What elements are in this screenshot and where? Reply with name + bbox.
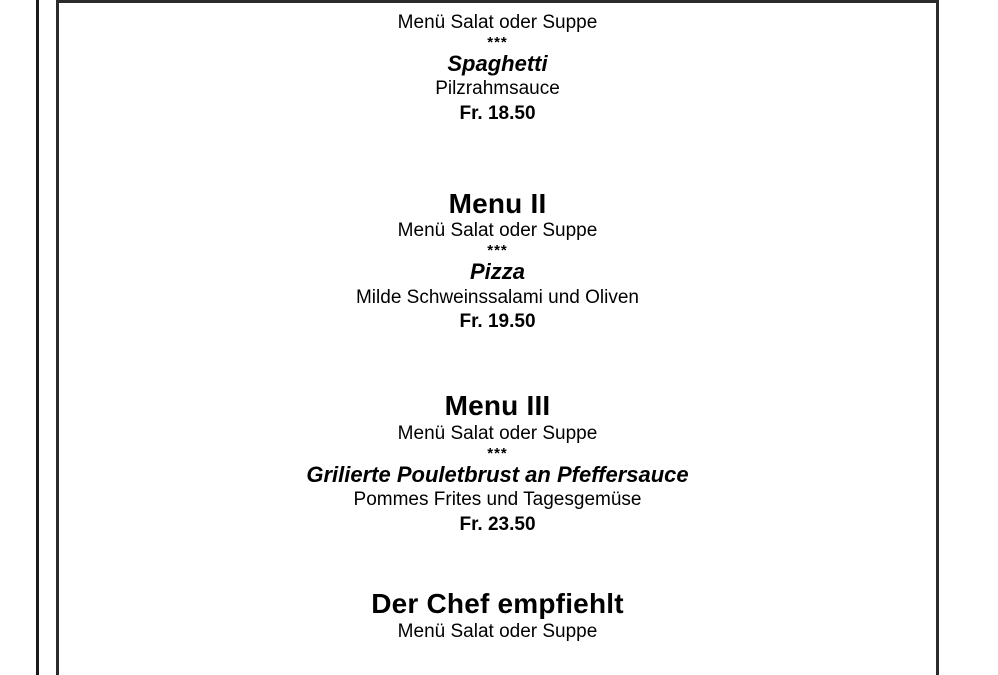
menu-sheet — [59, 3, 936, 675]
menu-block-menu-ii — [59, 189, 936, 335]
menu-price: Fr. 23.50 — [459, 513, 536, 535]
top-spacer — [59, 3, 936, 11]
left-gutter — [0, 0, 36, 675]
block-spacer-2 — [59, 335, 936, 391]
menu-title: Menu III — [444, 390, 551, 422]
menu-dish-name: Pizza — [469, 259, 526, 285]
menu-dish-description: Milde Schweinssalami und Oliven — [355, 286, 639, 308]
block-spacer-1 — [59, 127, 936, 189]
menu-title: Menu II — [448, 187, 547, 219]
menu-subtitle: Menü Salat oder Suppe — [397, 621, 598, 643]
menu-dish-name: Grilierte Pouletbrust an Pfeffersauce — [306, 461, 689, 487]
menu-separator: *** — [487, 444, 508, 462]
menu-subtitle: Menü Salat oder Suppe — [397, 12, 598, 33]
menu-price: Fr. 19.50 — [459, 311, 536, 333]
between-rules-gutter — [39, 0, 56, 675]
menu-subtitle: Menü Salat oder Suppe — [397, 422, 598, 444]
menu-block-menu-iii — [59, 391, 936, 537]
menu-block-spaghetti — [59, 11, 936, 127]
menu-separator: *** — [487, 242, 508, 260]
menu-subtitle: Menü Salat oder Suppe — [397, 220, 598, 242]
menu-price: Fr. 18.50 — [459, 102, 536, 124]
menu-separator: *** — [487, 33, 508, 51]
menu-block-chef-recommendation — [59, 589, 936, 644]
menu-dish-description: Pommes Frites und Tagesgemüse — [353, 489, 642, 511]
menu-title: Der Chef empfiehlt — [371, 588, 624, 620]
right-gutter — [939, 0, 998, 675]
menu-dish-description: Pilzrahmsauce — [435, 78, 560, 100]
block-spacer-3 — [59, 537, 936, 589]
menu-dish-name: Spaghetti — [447, 50, 548, 76]
